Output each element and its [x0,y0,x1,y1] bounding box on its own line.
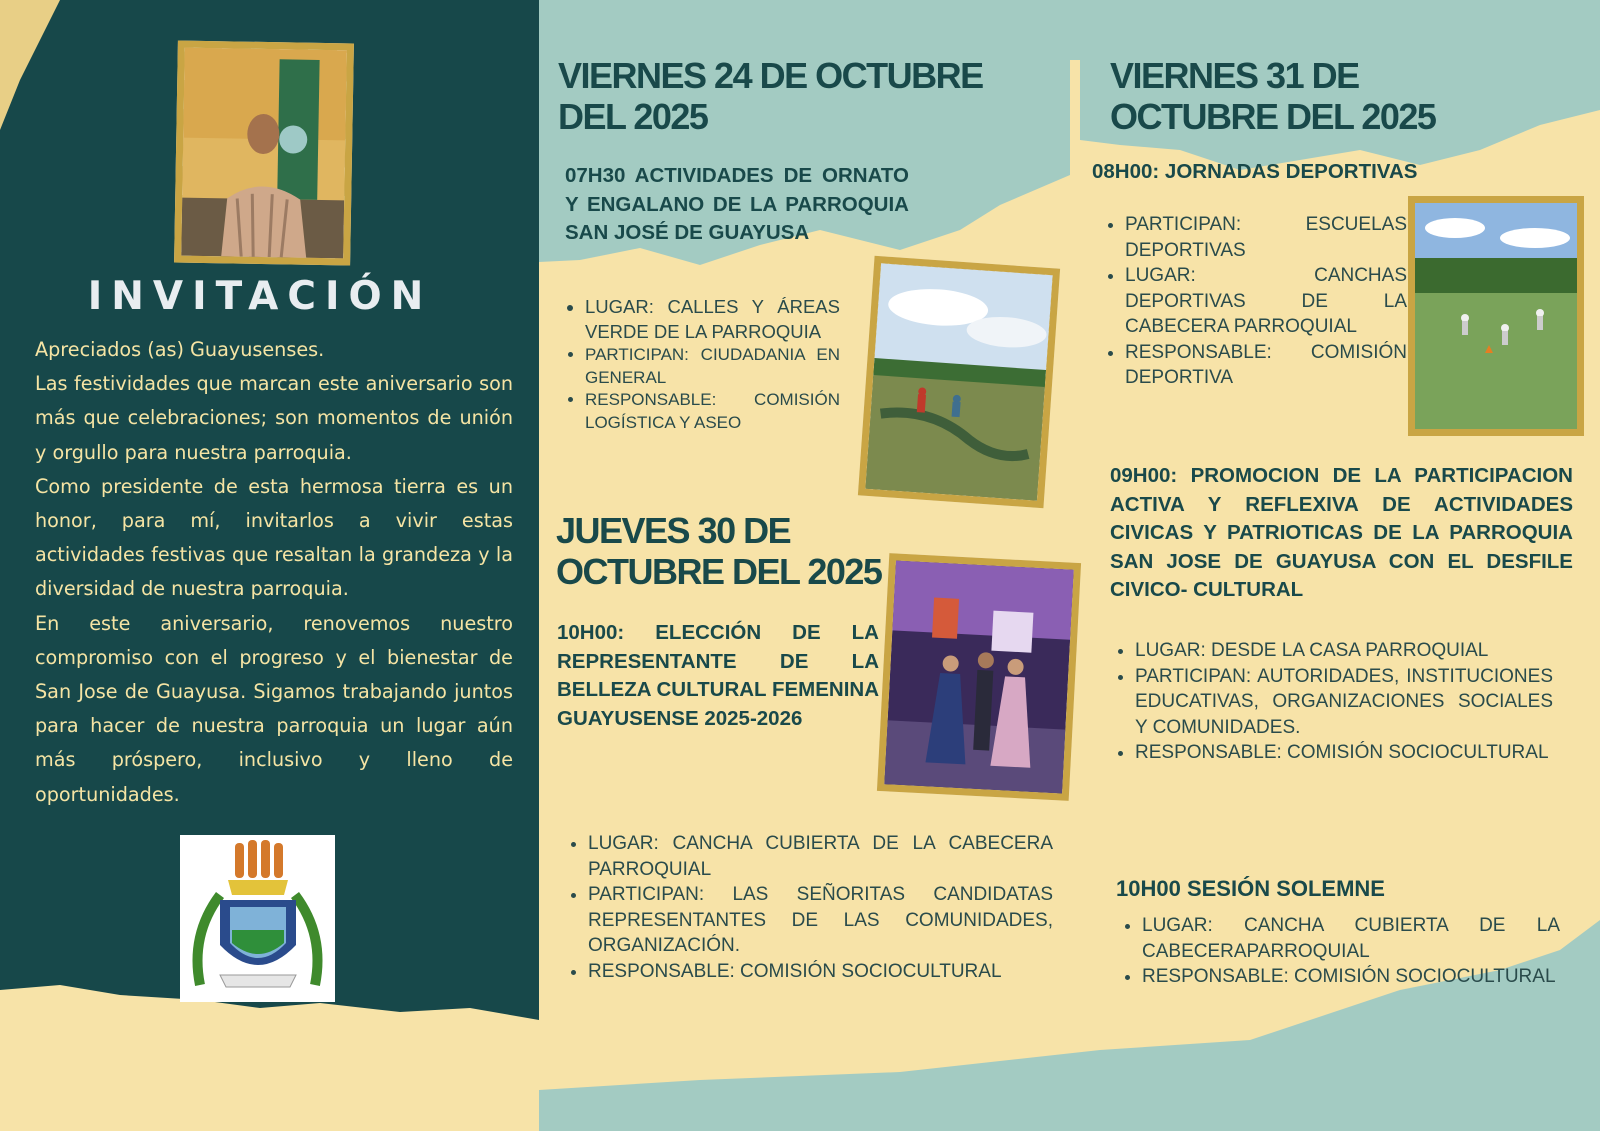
day1-details [560,294,840,434]
list-item: • LUGAR: CALLES Y ÁREAS VERDE DE LA PARROQUIA [585,294,840,344]
day1-activity: 07H30 ACTIVIDADES DE ORNATO Y ENGALANO DE LA PARROQUIA SAN JOSÉ DE GUAYUSA [565,164,909,244]
list-item: • RESPONSABLE: COMISIÓN DEPORTIVA [1125,340,1407,391]
list-item: • PARTICIPAN: LAS SEÑORITAS CANDIDATAS REPRESENTANTES DE LAS COMUNIDADES, ORGANIZACIÓN. [588,882,1053,959]
list-item: • RESPONSABLE: COMISIÓN LOGÍSTICA Y ASEO [585,389,840,434]
day3-session-details [1117,913,1560,990]
parish-coat-of-arms [180,835,335,1002]
day2-details [563,831,1053,984]
list-item: • RESPONSABLE: COMISIÓN SOCIOCULTURAL [588,959,1053,985]
list-item: • LUGAR: CANCHA CUBIERTA DE LA CABECERAPARROQUIAL [1142,913,1560,964]
list-item: • RESPONSABLE: COMISIÓN SOCIOCULTURAL [1142,964,1560,990]
list-item: • LUGAR: CANCHAS DEPORTIVAS DE LA CABECERA PARROQUIAL [1125,263,1407,340]
list-item: • PARTICIPAN: AUTORIDADES, INSTITUCIONES EDUCATIVAS, ORGANIZACIONES SOCIALES Y COMUNIDADES. [1135,664,1553,741]
ornato-photo [865,263,1052,500]
list-item: • LUGAR: CANCHA CUBIERTA DE LA CABECERA PARROQUIAL [588,831,1053,882]
list-item: • RESPONSABLE: COMISIÓN SOCIOCULTURAL [1135,740,1553,766]
parish-emblem [180,835,335,1002]
list-item: • PARTICIPAN: CIUDADANIA EN GENERAL [585,344,840,389]
list-item: • LUGAR: DESDE LA CASA PARROQUIAL [1135,638,1553,664]
day3-date: VIERNES 31 DE OCTUBRE DEL 2025 [1110,55,1436,137]
day3-activity-parade: 09H00: PROMOCION DE LA PARTICIPACION ACTIVA Y REFLEXIVA DE ACTIVIDADES CIVICAS Y PATRIOTICAS DE LA PARROQUIA SAN JOSE DE GUAYUSA CON EL DESFILE CIVICO- CULTURAL [1110,464,1573,601]
invitation-title: INVITACIÓN [87,274,433,319]
day3-sports-details [1100,212,1407,391]
invitation-paragraph: Como presidente de esta hermosa tierra es un honor, para mí, invitarlos a vivir estas actividades festivas que resaltan la grandeza y la diversidad de nuestra parroquia. [35,474,513,601]
pageant-photo [884,560,1073,793]
invitation-paragraph: En este aniversario, renovemos nuestro compromiso con el progreso y el bienestar de San Jose de Guayusa. Sigamos trabajando juntos para hacer de nuestra parroquia un lugar aún más próspero, inclusivo y lleno de oportunidades. [35,611,513,806]
sports-photo-frame [1408,196,1584,436]
day3-activity-session: 10H00 SESIÓN SOLEMNE [1116,876,1385,901]
day2-activity: 10H00: ELECCIÓN DE LA REPRESENTANTE DE LA BELLEZA CULTURAL FEMENINA GUAYUSENSE 2025-2026 [557,621,879,730]
day2-date: JUEVES 30 DE OCTUBRE DEL 2025 [556,510,882,592]
list-item: • PARTICIPAN: ESCUELAS DEPORTIVAS [1125,212,1407,263]
ornato-photo-frame [858,256,1060,508]
president-photo-frame [174,40,354,265]
day3-parade-details [1110,638,1553,766]
president-photo [181,48,347,259]
invitation-text [35,333,513,812]
day1-date: VIERNES 24 DE OCTUBRE DEL 2025 [558,55,983,137]
sports-photo [1415,203,1577,429]
invitation-greeting: Apreciados (as) Guayusenses. [35,338,325,361]
invitation-paragraph: Las festividades que marcan este aniversario son más que celebraciones; son momentos de unión y orgullo para nuestra parroquia. [35,372,513,464]
day3-activity-sports: 08H00: JORNADAS DEPORTIVAS [1092,160,1418,183]
pageant-photo-frame [877,553,1081,801]
